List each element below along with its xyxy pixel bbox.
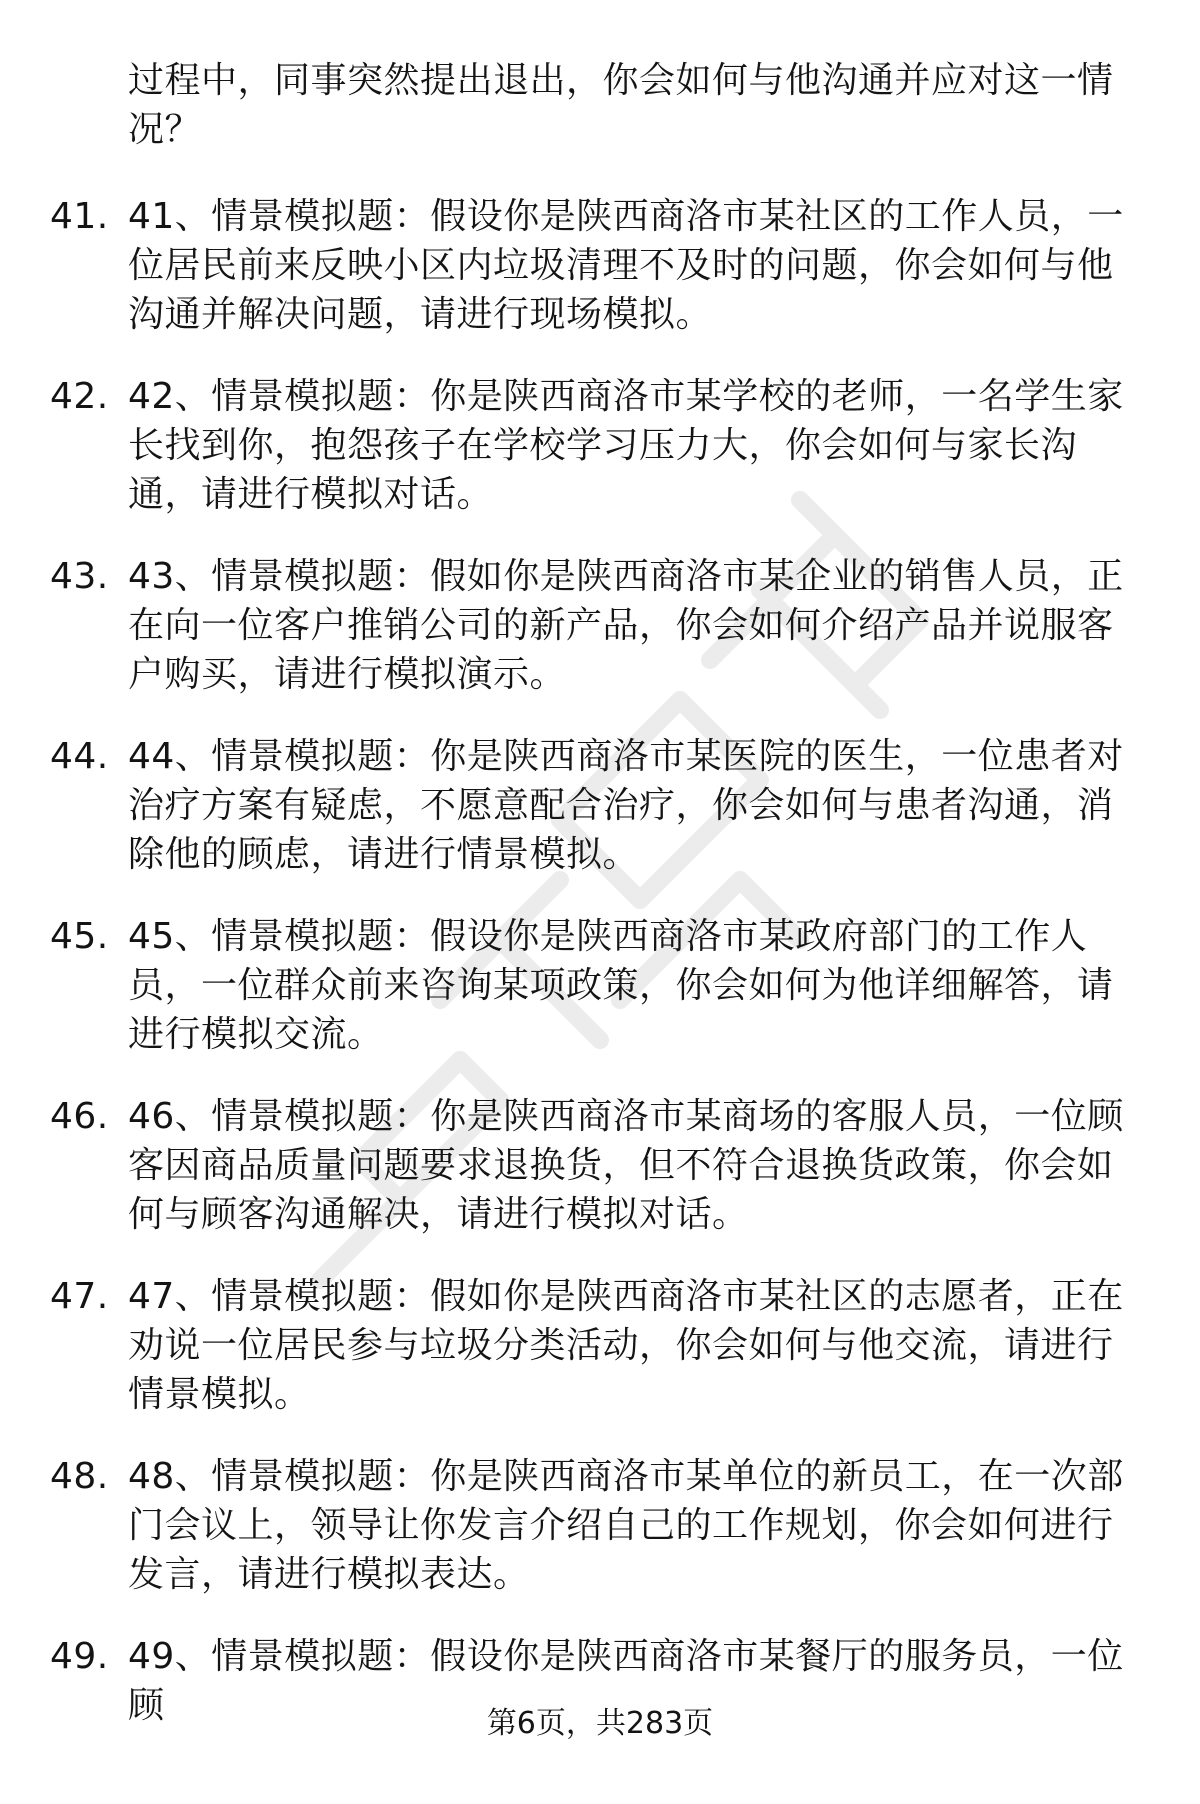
question-number: 49.: [50, 1636, 109, 1677]
continuation-text: 过程中，同事突然提出退出，你会如何与他沟通并应对这一情况？: [128, 60, 1114, 150]
question-number: 44.: [50, 736, 109, 777]
question-text: 47、情景模拟题：假如你是陕西商洛市某社区的志愿者，正在劝说一位居民参与垃圾分类活动，你会如何与他交流，请进行情景模拟。: [128, 1276, 1124, 1415]
question-text: 48、情景模拟题：你是陕西商洛市某单位的新员工，在一次部门会议上，领导让你发言介绍自己的工作规划，你会如何进行发言，请进行模拟表达。: [128, 1456, 1124, 1595]
question-text: 45、情景模拟题：假设你是陕西商洛市某政府部门的工作人员，一位群众前来咨询某项政策，你会如何为他详细解答，请进行模拟交流。: [128, 916, 1114, 1055]
question-number: 45.: [50, 916, 109, 957]
question-text: 49、情景模拟题：假设你是陕西商洛市某餐厅的服务员，一位顾: [128, 1636, 1124, 1726]
question-list: [0, 184, 1200, 1804]
list-item: [0, 1084, 1200, 1264]
question-text: 44、情景模拟题：你是陕西商洛市某医院的医生，一位患者对治疗方案有疑虑，不愿意配合治疗，你会如何与患者沟通，消除他的顾虑，请进行情景模拟。: [128, 736, 1124, 875]
list-item: [0, 724, 1200, 904]
question-text: 42、情景模拟题：你是陕西商洛市某学校的老师，一名学生家长找到你，抱怨孩子在学校学习压力大，你会如何与家长沟通，请进行模拟对话。: [128, 376, 1124, 515]
list-item: [0, 364, 1200, 544]
list-item: [0, 184, 1200, 364]
list-item: [0, 544, 1200, 724]
list-item: [0, 904, 1200, 1084]
question-number: 47.: [50, 1276, 109, 1317]
question-text: 46、情景模拟题：你是陕西商洛市某商场的客服人员，一位顾客因商品质量问题要求退换货，但不符合退换货政策，你会如何与顾客沟通解决，请进行模拟对话。: [128, 1096, 1124, 1235]
question-text: 43、情景模拟题：假如你是陕西商洛市某企业的销售人员，正在向一位客户推销公司的新产品，你会如何介绍产品并说服客户购买，请进行模拟演示。: [128, 556, 1124, 695]
question-number: 42.: [50, 376, 109, 417]
page-footer: 第6页，共283页: [486, 1706, 714, 1741]
list-item: [0, 1444, 1200, 1624]
question-number: 43.: [50, 556, 109, 597]
question-number: 41.: [50, 196, 109, 237]
question-number: 48.: [50, 1456, 109, 1497]
question-text: 41、情景模拟题：假设你是陕西商洛市某社区的工作人员，一位居民前来反映小区内垃圾清理不及时的问题，你会如何与他沟通并解决问题，请进行现场模拟。: [128, 196, 1124, 335]
list-item: [0, 1264, 1200, 1444]
question-number: 46.: [50, 1096, 109, 1137]
